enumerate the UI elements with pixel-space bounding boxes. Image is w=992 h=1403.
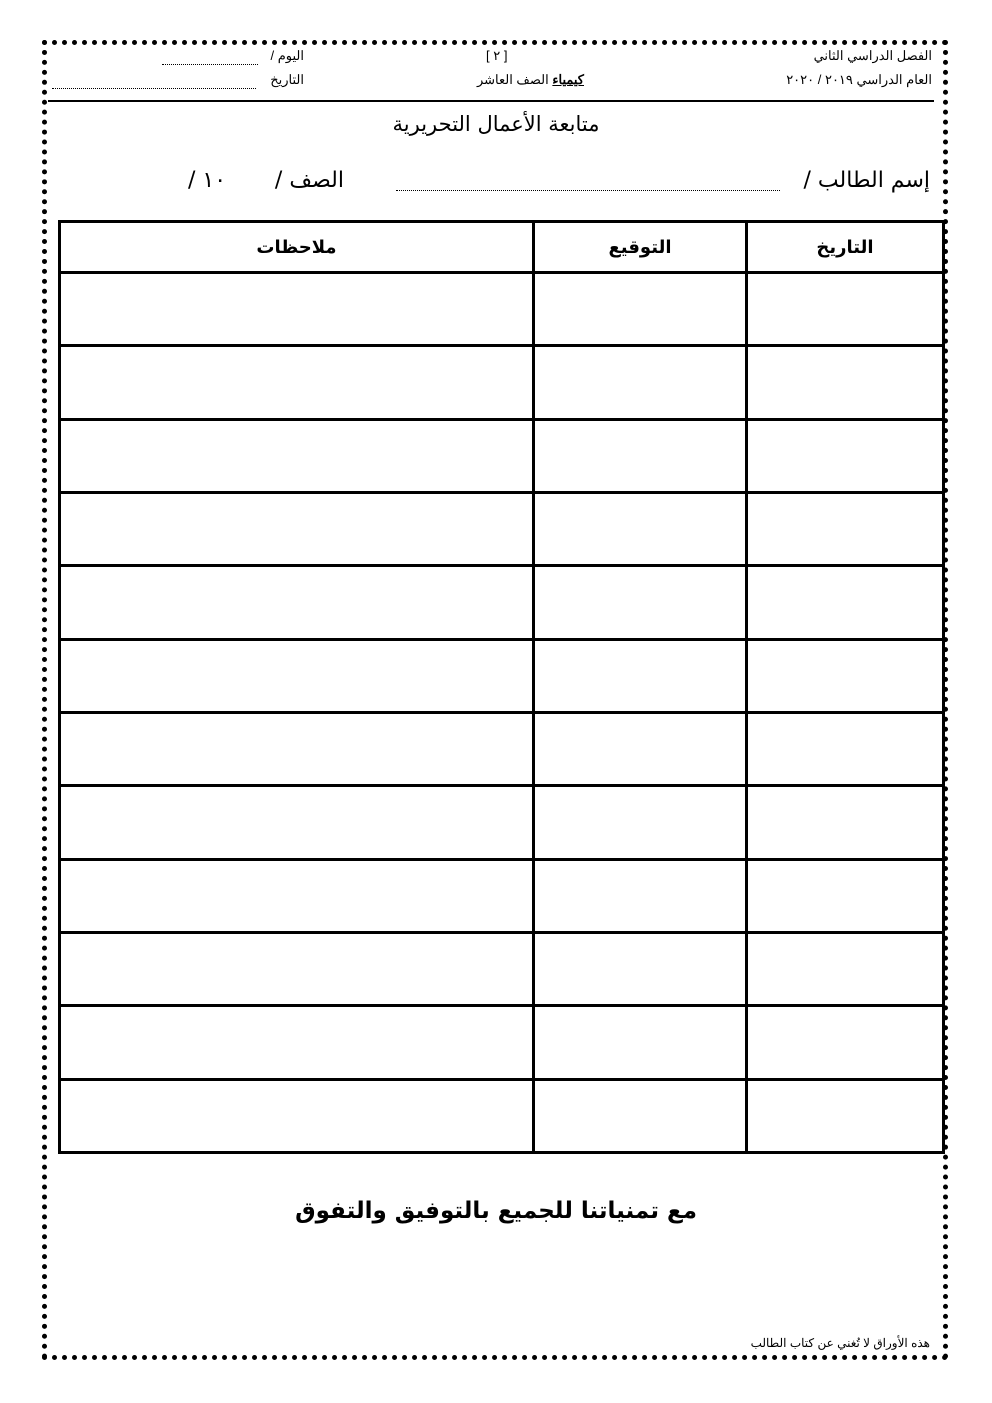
- subject-name: كيمياء: [552, 72, 584, 87]
- date-cell[interactable]: [747, 932, 944, 1005]
- table-row: [60, 712, 944, 785]
- signature-cell[interactable]: [534, 639, 747, 712]
- notes-cell[interactable]: [60, 1079, 534, 1152]
- header-divider: [48, 100, 934, 102]
- column-header-signature: التوقيع: [534, 222, 747, 273]
- footer-note: هذه الأوراق لا تُغني عن كتاب الطالب: [750, 1336, 930, 1350]
- student-name-label: إسم الطالب /: [803, 168, 930, 193]
- table-row: [60, 273, 944, 346]
- date-label: التاريخ: [270, 72, 304, 87]
- signature-cell[interactable]: [534, 419, 747, 492]
- notes-cell[interactable]: [60, 639, 534, 712]
- signature-cell[interactable]: [534, 1006, 747, 1079]
- academic-year-label: العام الدراسي ٢٠١٩ / ٢٠٢٠: [786, 72, 932, 87]
- column-header-notes: ملاحظات: [60, 222, 534, 273]
- table-row: [60, 639, 944, 712]
- date-cell[interactable]: [747, 639, 944, 712]
- signature-cell[interactable]: [534, 1079, 747, 1152]
- grade-name: الصف العاشر: [476, 72, 549, 87]
- date-cell[interactable]: [747, 1079, 944, 1152]
- student-name-field[interactable]: [396, 190, 780, 191]
- date-cell[interactable]: [747, 786, 944, 859]
- class-value: ١٠ /: [188, 168, 227, 193]
- signature-cell[interactable]: [534, 273, 747, 346]
- notes-cell[interactable]: [60, 786, 534, 859]
- signature-cell[interactable]: [534, 859, 747, 932]
- table-row: [60, 492, 944, 565]
- notes-cell[interactable]: [60, 419, 534, 492]
- signature-cell[interactable]: [534, 492, 747, 565]
- date-cell[interactable]: [747, 712, 944, 785]
- day-label: اليوم /: [270, 48, 304, 63]
- date-cell[interactable]: [747, 492, 944, 565]
- table-row: [60, 346, 944, 419]
- table-row: [60, 566, 944, 639]
- notes-cell[interactable]: [60, 859, 534, 932]
- date-cell[interactable]: [747, 859, 944, 932]
- signature-cell[interactable]: [534, 932, 747, 1005]
- column-header-date: التاريخ: [747, 222, 944, 273]
- signature-cell[interactable]: [534, 566, 747, 639]
- signature-cell[interactable]: [534, 346, 747, 419]
- table-row: [60, 1006, 944, 1079]
- signature-cell[interactable]: [534, 786, 747, 859]
- date-field[interactable]: [52, 88, 256, 89]
- date-cell[interactable]: [747, 346, 944, 419]
- semester-label: الفصل الدراسي الثاني: [813, 48, 932, 63]
- table-row: [60, 859, 944, 932]
- notes-cell[interactable]: [60, 566, 534, 639]
- date-cell[interactable]: [747, 273, 944, 346]
- signature-cell[interactable]: [534, 712, 747, 785]
- notes-cell[interactable]: [60, 273, 534, 346]
- table-row: [60, 419, 944, 492]
- written-work-table: [58, 220, 945, 1154]
- page-title: متابعة الأعمال التحريرية: [392, 112, 600, 136]
- date-cell[interactable]: [747, 1006, 944, 1079]
- table-row: [60, 1079, 944, 1152]
- notes-cell[interactable]: [60, 932, 534, 1005]
- notes-cell[interactable]: [60, 346, 534, 419]
- subject-line: [477, 72, 584, 88]
- class-label: الصف /: [274, 168, 344, 193]
- closing-message: مع تمنياتنا للجميع بالتوفيق والتفوق: [295, 1198, 697, 1224]
- table-row: [60, 786, 944, 859]
- notes-cell[interactable]: [60, 712, 534, 785]
- table-header-row: [60, 222, 944, 273]
- date-cell[interactable]: [747, 419, 944, 492]
- notes-cell[interactable]: [60, 1006, 534, 1079]
- page-number: [ ٢ ]: [486, 48, 508, 63]
- date-cell[interactable]: [747, 566, 944, 639]
- table-row: [60, 932, 944, 1005]
- day-field[interactable]: [162, 64, 258, 65]
- notes-cell[interactable]: [60, 492, 534, 565]
